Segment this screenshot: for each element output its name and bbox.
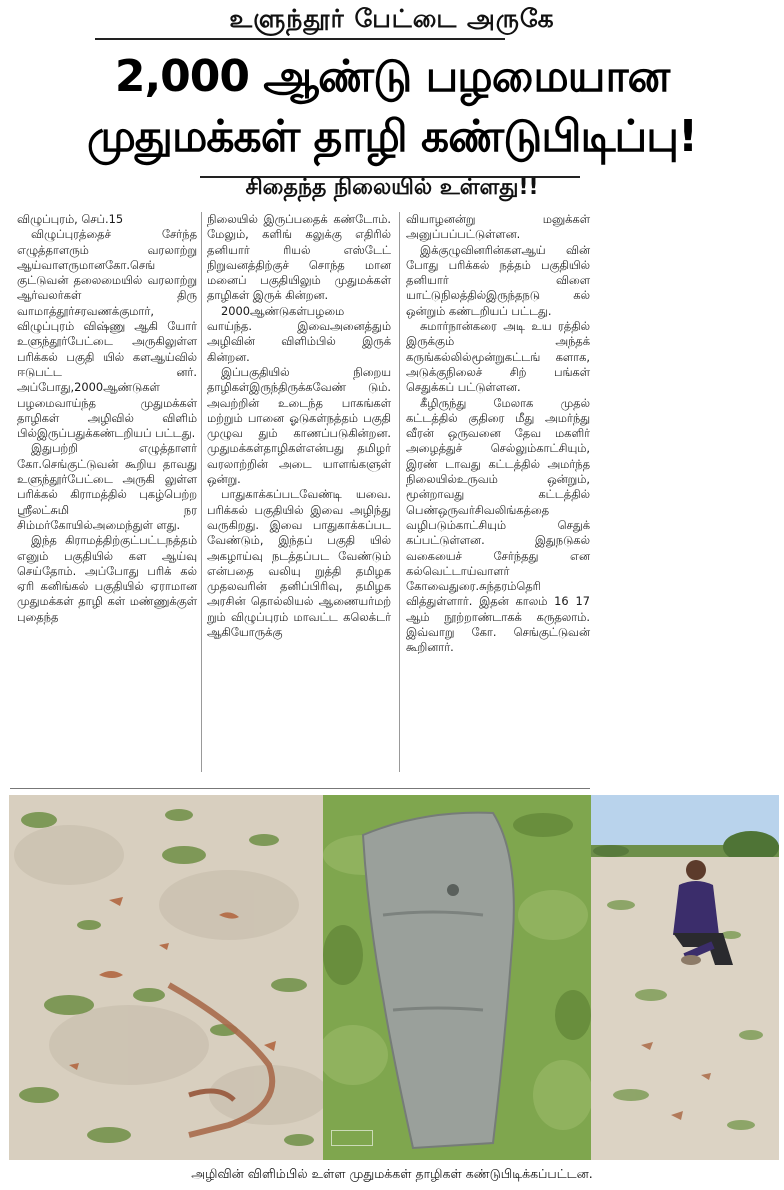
column-divider bbox=[399, 212, 400, 772]
photographer-watermark bbox=[331, 1130, 373, 1146]
photo-divider bbox=[10, 788, 590, 789]
article-paragraph: இப்பகுதியில் நிறைய தாழிகள்இருந்திருக்கவேண் டும். அவற்றின் உடைந்த பாகங்கள் மற்றும் பானை ஓடுகள்நத்தம் பகுதி முழுவ தும் காணப்படுகின்றன. முதுமக்கள்தாழிகள்என்பது தமிழர் வரலாற்றின் அடை யாளங்களுள் ஒன்று. bbox=[207, 364, 391, 487]
subheadline: சிதைந்த நிலையில் உள்ளது!! bbox=[245, 175, 539, 200]
dateline: விழுப்புரம், செப்.15 bbox=[17, 212, 124, 226]
article-paragraph: நிலையில் இருப்பதைக் கண்டோம். மேலும், களிங் கலுக்கு எதிரில் தனியார் ரியல் எஸ்டேட் நிறுவனத்திற்குச் சொந்த மான மனைப் பகுதியிலும் முதுமக்கள் தாழிகள் இருக் கின்றன. bbox=[207, 212, 391, 303]
headline-line-2: முதுமக்கள் தாழி கண்டுபிடிப்பு! bbox=[86, 111, 698, 162]
article-paragraph: 2000ஆண்டுகள்பழமை வாய்ந்த. இவைஅனைத்தும் அழிவின் விளிம்பில் இருக் கின்றன. bbox=[207, 303, 391, 364]
article-paragraph: இந்த கிராமத்திற்குட்பட்டநத்தம் எனும் பகுதியில் கள ஆய்வு செய்தோம். அப்போது பரிக் கல் ஏரி கனிங்கல் பகுதியில் ஏராமான முதுமக்கள் தாழி கள் மண்ணுக்குள் புதைந்த bbox=[17, 533, 197, 624]
article-paragraph: வியாழனன்று மனுக்கள் அனுப்பப்பட்டுள்ளன. bbox=[406, 212, 590, 242]
article-column-2 bbox=[207, 212, 391, 640]
article-paragraph: இக்குழுவினரின்களஆய் வின் போது பரிக்கல் நத்தம் பகுதியில் தனியார் விளை யாட்டுநிலத்தில்இருந்தநடு கல் ஒன்றும் கண்டறியப் பட்டது. bbox=[406, 242, 590, 318]
photo-pottery-shards-ground bbox=[9, 795, 323, 1160]
kicker-underline bbox=[95, 38, 505, 40]
photo-hero-stone bbox=[323, 795, 591, 1160]
photo-caption: அழிவின் விளிம்பில் உள்ள முதுமக்கள் தாழிகள் கண்டுபிடிக்கப்பட்டன. bbox=[191, 1166, 593, 1181]
photo-researcher-field bbox=[591, 795, 779, 1160]
article-paragraph: பாதுகாக்கப்படவேண்டி யவை. பரிக்கல் பகுதியில் இவை அழிந்து வருகிறது. இவை பாதுகாக்கப்பட வேண்டும், இந்தப் பகுதி யில் அகழாய்வு நடத்தப்பட வேண்டும் என்பதை வலியு றுத்தி தமிழக முதலவரின் தனிப்பிரிவு, தமிழக அரசின் தொல்லியல் ஆணையர்மற் றும் விழுப்புரம் மாவட்ட கலெக்டர் ஆகியோருக்கு bbox=[207, 487, 391, 640]
article-paragraph: விழுப்புரத்தைச் சேர்ந்த எழுத்தாளரும் வரலாற்று ஆய்வாளருமானகோ.செங் குட்டுவன் தலைமையில் வரலாற்று ஆர்வலர்கள் திரு வாமாத்தூர்சரவணக்குமார், விழுப்புரம் விஷ்ணு ஆகி யோர் உளுந்தூர்பேட்டை அருகிலுள்ள பரிக்கல் பகுதி யில் களஆய்வில் ஈடுபட்ட னர். அப்போது,2000ஆண்டுகள் பழமைவாய்ந்த முதுமக்கள் தாழிகள் அழிவில் விளிம் பில்இருப்பதுக்கண்டறியப் பட்டது. bbox=[17, 227, 197, 441]
hero-stone-image bbox=[323, 795, 591, 1160]
article-paragraph: இதுபற்றி எழுத்தாளர் கோ.செங்குட்டுவன் கூறிய தாவது உளுந்தூர்பேட்டை அருகி லுள்ள பரிக்கல் கிராமத்தில் புகழ்பெற்ற ஸ்ரீலட்சுமி நர சிம்மர்கோயில்அமைந்துள் ளது. bbox=[17, 441, 197, 532]
article-paragraph: கீழிருந்து மேலாக முதல் கட்டத்தில் குதிரை மீது அமர்ந்து வீரன் ஒருவனை தேவ மகளிர் அழைத்துச் செல்லும்காட்சியும், இரண் டாவது கட்டத்தில் அமர்ந்த நிலையில்உருவம் ஒன்றும், மூன்றாவது கட்டத்தில் பெண்ஒருவர்சிவலிங்கத்தை வழிபடும்காட்சியும் செதுக் கப்பட்டுள்ளன. இதுநடுகல் வகையைச் சேர்ந்தது என கல்வெட்டாய்வாளர் கோவைதுரை.சுந்தரம்தெரி வித்துள்ளார். இதன் காலம் 16 17 ஆம் நூற்றாண்டாகக் கருதலாம். இவ்வாறு கோ. செங்குட்டுவன் கூறினார். bbox=[406, 395, 590, 655]
headline-line-1: 2,000 ஆண்டு பழமையான bbox=[114, 51, 670, 102]
article-column-3 bbox=[406, 212, 590, 656]
article-column-1 bbox=[17, 212, 197, 625]
article-paragraph: சுமார்நான்கரை அடி உய ரத்தில் இருக்கும் அந்தக் கருங்கல்லில்மூன்றுகட்டங் களாக, அடுக்குநிலைச் சிற் பங்கள் செதுக்கப் பட்டுள்ளன. bbox=[406, 319, 590, 395]
researcher-image bbox=[591, 795, 779, 1160]
column-divider bbox=[201, 212, 202, 772]
kicker-headline: உளுந்தூர் பேட்டை அருகே bbox=[229, 4, 555, 33]
ground-image bbox=[9, 795, 323, 1160]
